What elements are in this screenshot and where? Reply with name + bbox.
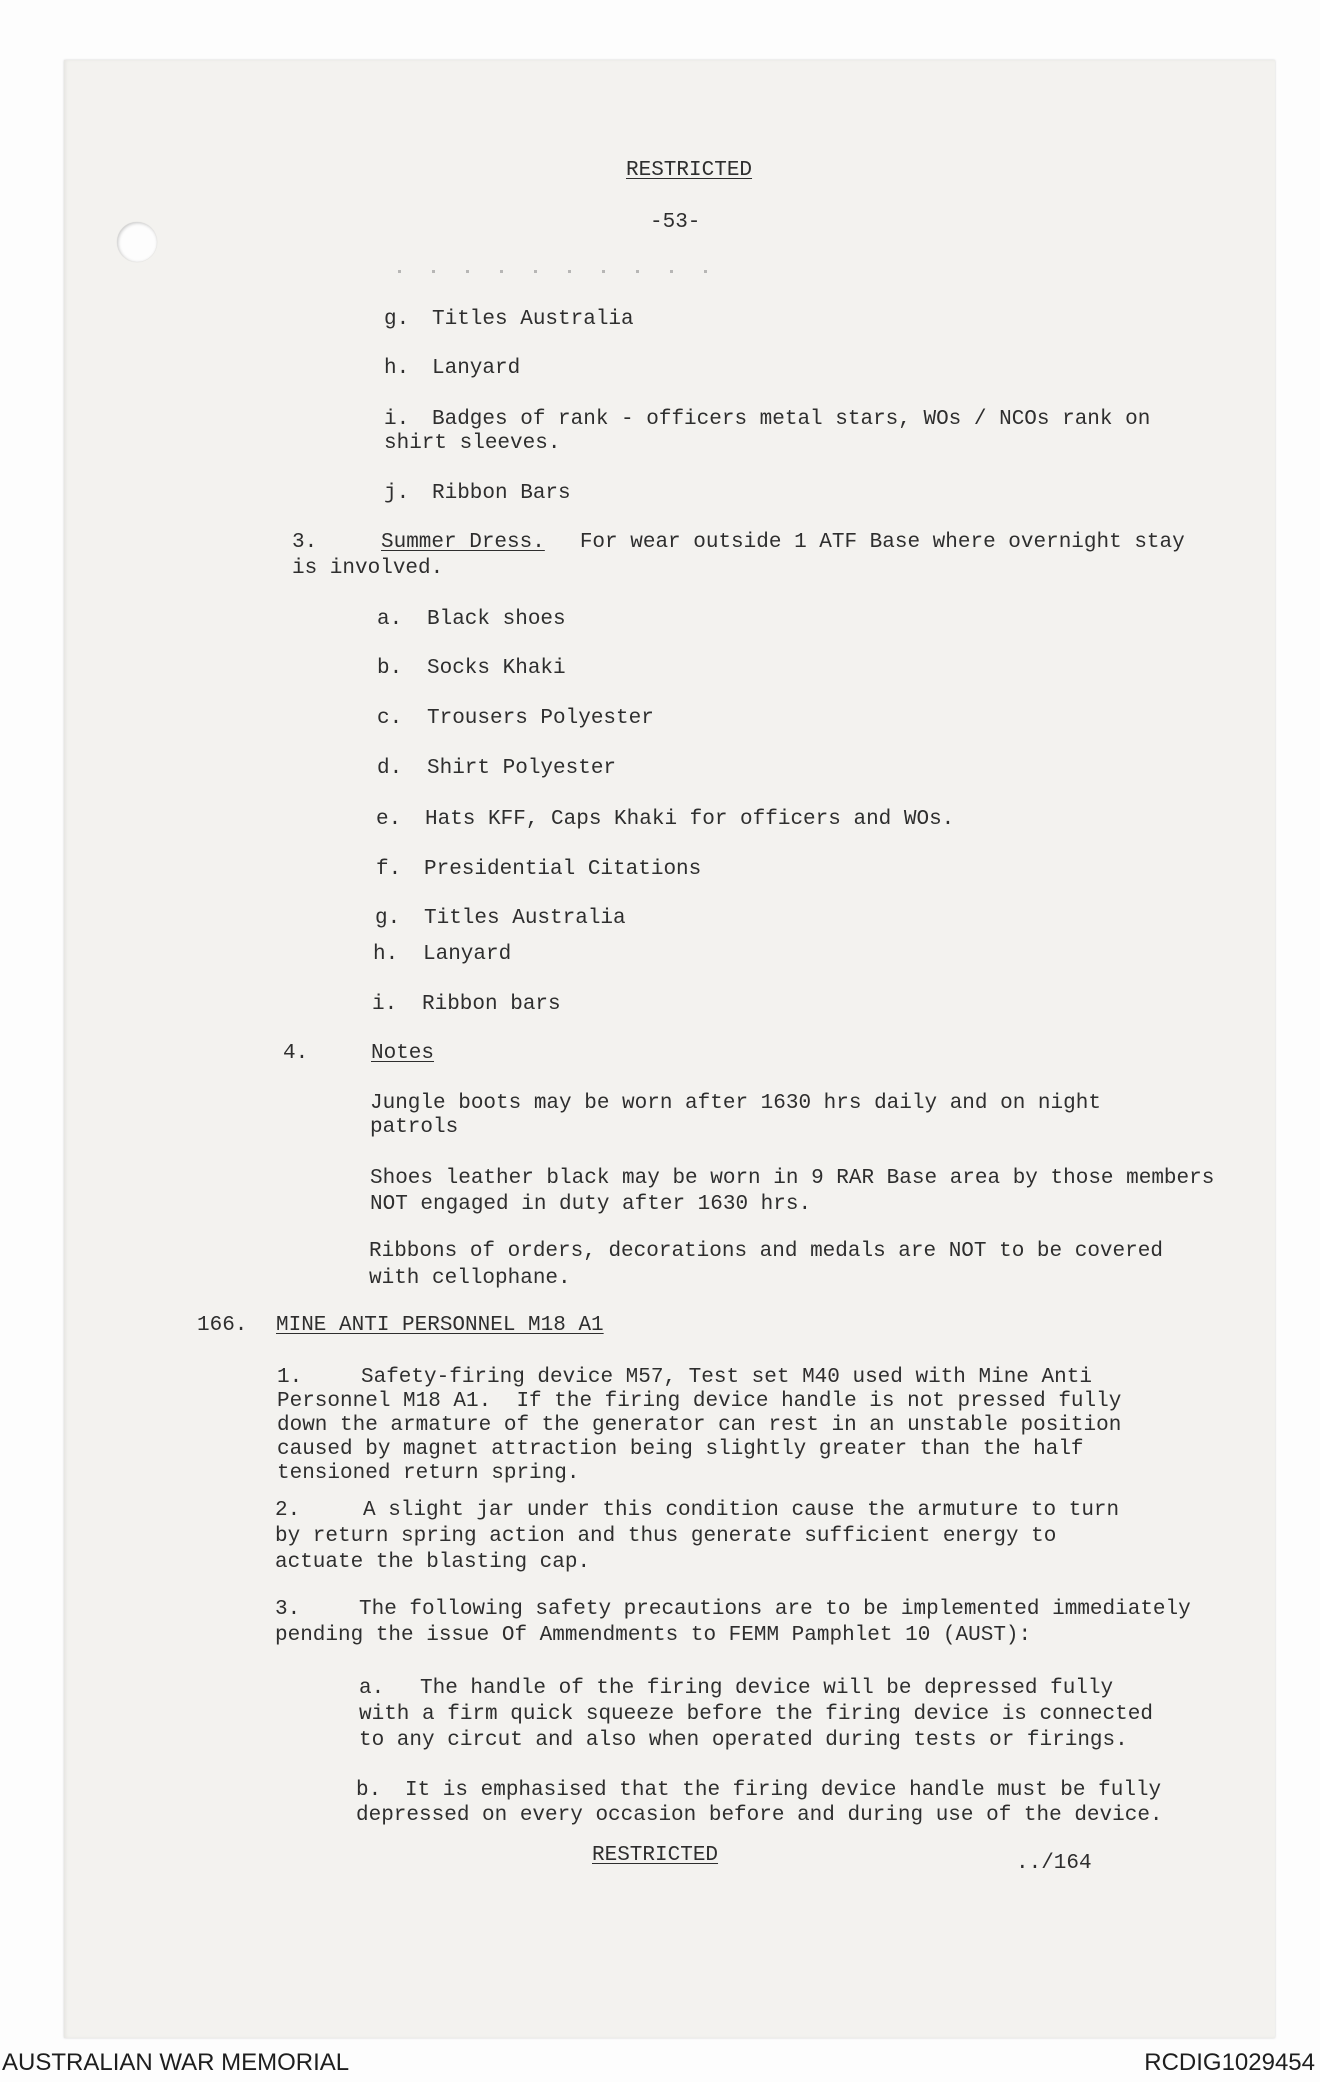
- section-heading: Summer Dress.: [381, 531, 545, 554]
- list-item: [376, 857, 701, 882]
- list-item: [376, 807, 954, 832]
- list-item: [377, 756, 616, 781]
- item-text: Trousers Polyester: [427, 707, 654, 730]
- paragraph-text: The following safety precautions are to be implemented immediately pending the issue Of Ammendments to FEMM Pamphlet 10 (AUST):: [275, 1598, 1191, 1647]
- paragraph-number: 3.: [292, 531, 318, 554]
- paragraph-number: 3.: [275, 1598, 301, 1621]
- item-text: Hats KFF, Caps Khaki for officers and WOs.: [425, 808, 955, 831]
- summer-dress-paragraph: [292, 530, 1185, 582]
- clipped-text-fragment: [398, 270, 708, 273]
- item-text: The handle of the firing device will be depressed fully with a firm quick squeeze before the firing device is connected to any circut and also when operated during tests or firings.: [359, 1677, 1153, 1752]
- list-item: [384, 481, 571, 506]
- item-text: It is emphasised that the firing device handle must be fully depressed on every occasion before and during use of the device.: [356, 1779, 1163, 1827]
- punch-hole: [117, 222, 157, 262]
- note-paragraph: Jungle boots may be worn after 1630 hrs daily and on night patrols: [370, 1092, 1101, 1139]
- item-text: Titles Australia: [424, 907, 626, 930]
- archive-institution: AUSTRALIAN WAR MEMORIAL: [2, 2049, 350, 2076]
- list-item: [377, 607, 566, 632]
- numbered-paragraph: [275, 1597, 1191, 1649]
- item-label: i.: [372, 993, 398, 1016]
- section-heading: Notes: [371, 1042, 435, 1065]
- paragraph-text: For wear outside 1 ATF Base where overnight stay is involved.: [292, 531, 1185, 580]
- item-text: Ribbon bars: [422, 993, 561, 1016]
- item-text: Socks Khaki: [427, 657, 566, 680]
- list-item: [373, 942, 511, 967]
- list-item: [377, 706, 654, 731]
- item-label: a.: [359, 1677, 385, 1700]
- list-item: [384, 356, 520, 381]
- continuation-marker: ../164: [1016, 1852, 1092, 1875]
- item-label: h.: [373, 943, 399, 966]
- list-item: [384, 408, 1150, 456]
- item-text: Presidential Citations: [424, 858, 702, 881]
- section-166-heading: [197, 1313, 604, 1338]
- item-text: Ribbon Bars: [432, 482, 571, 505]
- item-label: e.: [376, 808, 402, 831]
- paragraph-text: Safety-firing device M57, Test set M40 used with Mine Anti Personnel M18 A1. If the firing device handle is not pressed fully down the armature of the generator can rest in an unstable position caused by magnet attraction being slightly greater than the half tensioned return spring.: [277, 1366, 1122, 1485]
- item-label: a.: [377, 608, 403, 631]
- list-item: [372, 992, 561, 1017]
- classification-header: RESTRICTED: [626, 159, 753, 182]
- item-text: Badges of rank - officers metal stars, WOs / NCOs rank on shirt sleeves.: [384, 408, 1151, 455]
- list-item: [375, 906, 626, 931]
- sub-item: [359, 1676, 1153, 1754]
- classification-footer: RESTRICTED: [592, 1844, 719, 1867]
- item-label: f.: [376, 858, 402, 881]
- numbered-paragraph: [277, 1366, 1121, 1486]
- item-text: Shirt Polyester: [427, 757, 617, 780]
- item-label: c.: [377, 707, 403, 730]
- item-text: Black shoes: [427, 608, 566, 631]
- notes-heading: [283, 1041, 434, 1066]
- paragraph-number: 2.: [275, 1499, 301, 1522]
- item-text: Lanyard: [432, 357, 521, 380]
- numbered-paragraph: [275, 1498, 1119, 1576]
- item-text: Lanyard: [423, 943, 512, 966]
- item-label: i.: [384, 408, 410, 431]
- item-text: Titles Australia: [432, 308, 634, 331]
- list-item: [384, 307, 634, 332]
- item-label: h.: [384, 357, 410, 380]
- note-paragraph: Shoes leather black may be worn in 9 RAR Base area by those members NOT engaged in duty after 1630 hrs.: [370, 1167, 1215, 1216]
- archive-reference: RCDIG1029454: [1144, 2049, 1315, 2076]
- paragraph-number: 4.: [283, 1042, 309, 1065]
- paragraph-number: 1.: [277, 1366, 303, 1389]
- section-number: 166.: [197, 1314, 248, 1337]
- item-label: g.: [375, 907, 401, 930]
- item-label: g.: [384, 308, 410, 331]
- sub-item: [356, 1778, 1163, 1828]
- list-item: [377, 656, 566, 681]
- item-label: b.: [356, 1779, 382, 1802]
- item-label: j.: [384, 482, 410, 505]
- item-label: b.: [377, 657, 403, 680]
- section-title: MINE ANTI PERSONNEL M18 A1: [276, 1314, 604, 1337]
- note-paragraph: Ribbons of orders, decorations and medals are NOT to be covered with cellophane.: [369, 1240, 1163, 1290]
- item-label: d.: [377, 757, 403, 780]
- paragraph-text: A slight jar under this condition cause the armuture to turn by return spring action and thus generate sufficient energy to actuate the blasting cap.: [275, 1499, 1120, 1574]
- page-number: -53-: [650, 211, 701, 234]
